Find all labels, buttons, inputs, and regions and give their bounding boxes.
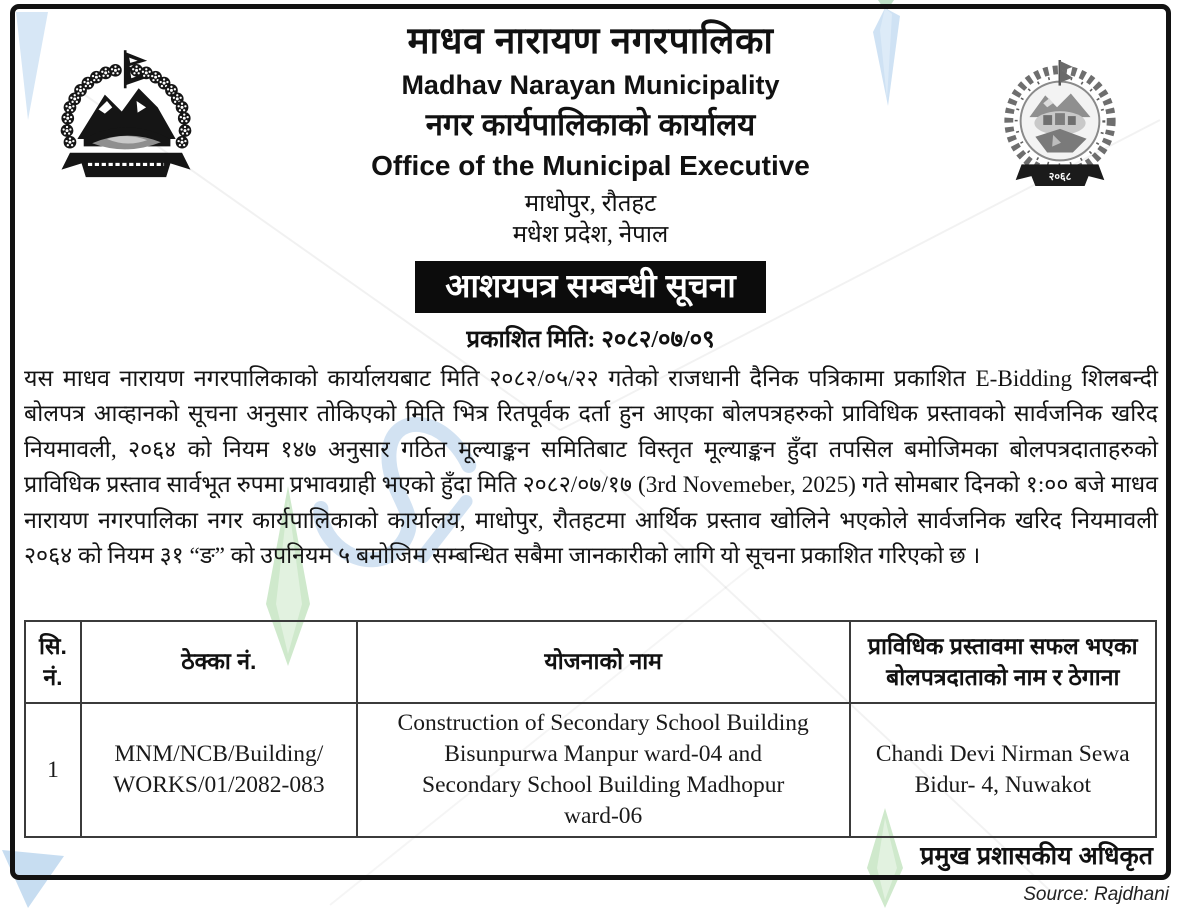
- project-line-1: Construction of Secondary School Building: [397, 710, 809, 736]
- bidders-table: [24, 620, 1157, 838]
- seal-year: २०६८: [1048, 171, 1072, 184]
- published-date: प्रकाशित मिति: २०८२/०७/०९: [466, 327, 715, 354]
- signature-title: प्रमुख प्रशासकीय अधिकृत: [920, 842, 1153, 870]
- contract-line-1: MNM/NCB/Building/: [114, 741, 324, 768]
- cell-sn: 1: [25, 703, 81, 837]
- project-line-3: Secondary School Building Madhopur: [422, 772, 785, 799]
- col-header-contract-no: ठेक्का नं.: [81, 621, 357, 703]
- notice-body-paragraph: यस माधव नारायण नगरपालिकाको कार्यालयबाट मिति २०८२/०५/२२ गतेको राजधानी दैनिक पत्रिकामा प्रकाशित E-Bidding शिलबन्दी बोलपत्र आव्हानको सूचना अनुसार तोकिएको मिति भित्र रितपूर्वक दर्ता हुन आएका बोलपत्रहरुको प्राविधिक प्रस्तावको सार्वजनिक खरिद नियमावली, २०६४ को नियम १४७ अनुसार गठित मूल्याङ्कन समितिबाट विस्तृत मूल्याङ्कन हुँदा तपसिल बमोजिमका बोलपत्रदाताहरुको प्राविधिक प्रस्ताव सार्वभूत रुपमा प्रभावग्राही भएको हुँदा मिति २०८२/०७/१७ (3rd Novemeber, 2025) गते सोमबार दिनको १:०० बजे माधव नारायण नगरपालिका नगर कार्यपालिकाको कार्यालय, माधोपुर, रौतहटमा आर्थिक प्रस्ताव खोलिने भएकोले सार्वजनिक खरिद नियमावली २०६४ को नियम ३१ “ङ” को उपनियम ५ बमोजिम सम्बन्धित सबैमा जानकारीको लागि यो सूचना प्रकाशित गरिएको छ ।: [24, 366, 1158, 570]
- col-header-project-name: योजनाको नाम: [357, 621, 850, 703]
- project-line-4: ward-06: [563, 803, 643, 830]
- col-header-bidder-line2: बोलपत्रदाताको नाम र ठेगाना: [886, 664, 1120, 690]
- cell-project-name: [357, 703, 850, 837]
- table-header-row: [25, 621, 1156, 703]
- office-name-english: Office of the Municipal Executive: [371, 150, 810, 182]
- table-row: [25, 703, 1156, 837]
- municipality-name-nepali: माधव नारायण नगरपालिका: [407, 20, 774, 61]
- bidder-line-1: Chandi Devi Nirman Sewa: [875, 741, 1130, 768]
- col-header-sn: सि. नं.: [25, 621, 81, 703]
- source-credit: Source: Rajdhani: [1023, 884, 1169, 905]
- address-line-2: मधेश प्रदेश, नेपाल: [512, 221, 669, 248]
- bidder-line-2: Bidur- 4, Nuwakot: [914, 772, 1091, 799]
- notice-title-banner: आशयपत्र सम्बन्धी सूचना: [415, 261, 766, 314]
- cell-successful-bidder: [850, 703, 1156, 837]
- municipality-name-english: Madhav Narayan Municipality: [401, 70, 780, 101]
- letterhead: [0, 20, 1181, 354]
- col-header-successful-bidder: [850, 621, 1156, 703]
- col-header-bidder-line1: प्राविधिक प्रस्तावमा सफल भएका: [867, 632, 1138, 659]
- address-line-1: माधोपुर, रौतहट: [524, 190, 657, 217]
- project-line-2: Bisunpurwa Manpur ward-04 and: [444, 741, 763, 768]
- office-name-nepali: नगर कार्यपालिकाको कार्यालय: [425, 106, 756, 142]
- contract-line-2: WORKS/01/2082-083: [113, 772, 325, 799]
- cell-contract-no: [81, 703, 357, 837]
